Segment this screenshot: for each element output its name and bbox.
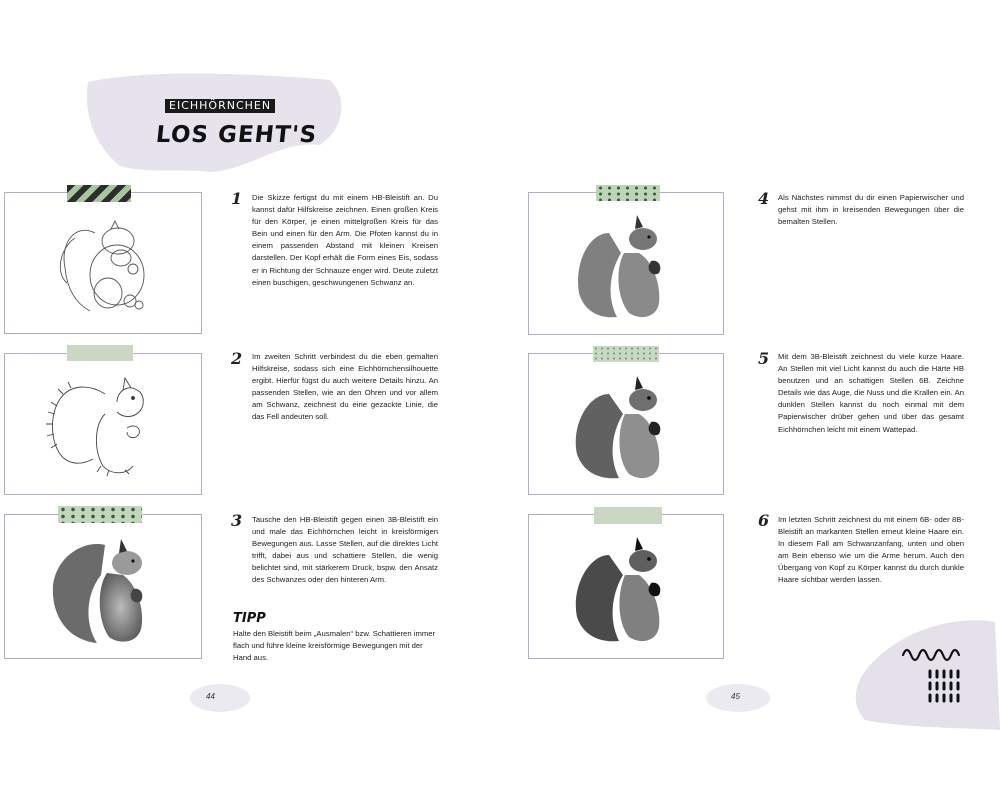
squirrel-outline xyxy=(5,354,201,494)
page-number-right: 45 xyxy=(731,692,740,701)
section-tag: EICHHÖRNCHEN xyxy=(165,99,275,113)
washi-tape-hearts xyxy=(58,506,142,523)
step-number: 6 xyxy=(758,511,770,530)
step-number: 2 xyxy=(231,349,243,368)
squirrel-final xyxy=(529,515,723,658)
squirrel-shaded xyxy=(5,515,201,658)
washi-tape-green xyxy=(67,345,133,361)
washi-tape-green xyxy=(594,507,662,524)
tip-text: Halte den Bleistift beim „Ausmalen“ bzw. Schattieren immer flach und führe kleine kreisförmige Bewegungen mit der Hand aus. xyxy=(233,629,436,663)
page-title: LOS GEHT'S xyxy=(154,122,319,148)
step-text: Mit dem 3B-Bleistift zeichnest du viele kurze Haare. An Stellen mit viel Licht kannst du auch die Härte HB benutzen und an schattigen Stellen 6B. Zeichne Details wie das Auge, die Nuss und die Krallen ein. An dunklen Stellen kannst du noch einmal mit dem Papierwischer drüber gehen und über das gesamt Eichhörnchen leicht mit einem Wattepad. xyxy=(778,352,964,434)
squirrel-detailed xyxy=(529,354,723,494)
watercolor-blob-left xyxy=(180,680,260,720)
step-number: 1 xyxy=(231,189,243,208)
squirrel-blended xyxy=(529,193,723,334)
sketch-frame-step-2 xyxy=(4,353,202,495)
step-text: Im letzten Schritt zeichnest du mit einem 6B- oder 8B-Bleistift an markanten Stellen erneut kleine Haare ein. In diesem Fall am Schwanzanfang, unten und oben am Bein ebenso wie um die Arme herum. Auch den Übergang von Kopf zu Körper kannst du durch dunkle Haare sichtbar werden lassen. xyxy=(778,515,964,585)
step-number: 4 xyxy=(758,189,770,208)
washi-tape-dotted xyxy=(596,185,660,201)
squirrel-sketch-circles xyxy=(5,193,201,333)
step-number: 5 xyxy=(758,349,770,368)
washi-tape-speckled xyxy=(593,346,659,362)
sketch-frame-step-1 xyxy=(4,192,202,334)
watercolor-blob-bottom-right xyxy=(845,610,1000,730)
sketch-frame-step-6 xyxy=(528,514,724,659)
sketch-frame-step-4 xyxy=(528,192,724,335)
squiggle-decoration xyxy=(900,643,970,663)
sketch-frame-step-3 xyxy=(4,514,202,659)
tip-title: TIPP xyxy=(233,611,266,626)
step-text: Im zweiten Schritt verbindest du die eben gemalten Hilfskreise, sodass sich eine Eichhörnchensilhouette ergibt. Hierfür fügst du auch weitere Details hinzu. An passenden Stellen, wie an den Ohren und vor allem am Schwanz, zeichnest du eine gezackte Linie, die das Fell andeuten soll. xyxy=(252,352,438,422)
step-text: Als Nächstes nimmst du dir einen Papierwischer und gehst mit ihm in kreisenden Bewegungen über die bemalten Stellen. xyxy=(778,193,964,227)
watercolor-blob-right xyxy=(700,680,780,720)
sketch-frame-step-5 xyxy=(528,353,724,495)
step-text: Die Skizze fertigst du mit einem HB-Bleistift an. Du kannst dafür Hilfskreise zeichnen. Einen großen Kreis für den Körper, je einen mittelgroßen Kreis für das Bein und einen für den Arm. Die Pfoten kannst du in einem passenden Abstand mit kleinen Kreisen darstellen. Der Kopf erhält die Form eines Eis, sodass er in Richtung der Schnauze enger wird. Deute zuletzt einen buschigen, geschwungenen Schwanz an. xyxy=(252,193,438,287)
step-number: 3 xyxy=(231,511,243,530)
step-text: Tausche den HB-Bleistift gegen einen 3B-Bleistift ein und male das Eichhörnchen leicht in kreisförmigen Bewegungen aus. Lasse Stellen, auf die direktes Licht trifft, dabei aus und schattiere Stellen, die wenig belichtet sind, mit stärkerem Druck, bspw. den Ansatz des Schwanzes oder den hinteren Arm. xyxy=(252,515,438,585)
washi-tape-striped xyxy=(67,185,131,202)
page-number-left: 44 xyxy=(206,692,215,701)
dash-pattern-decoration xyxy=(926,668,968,704)
